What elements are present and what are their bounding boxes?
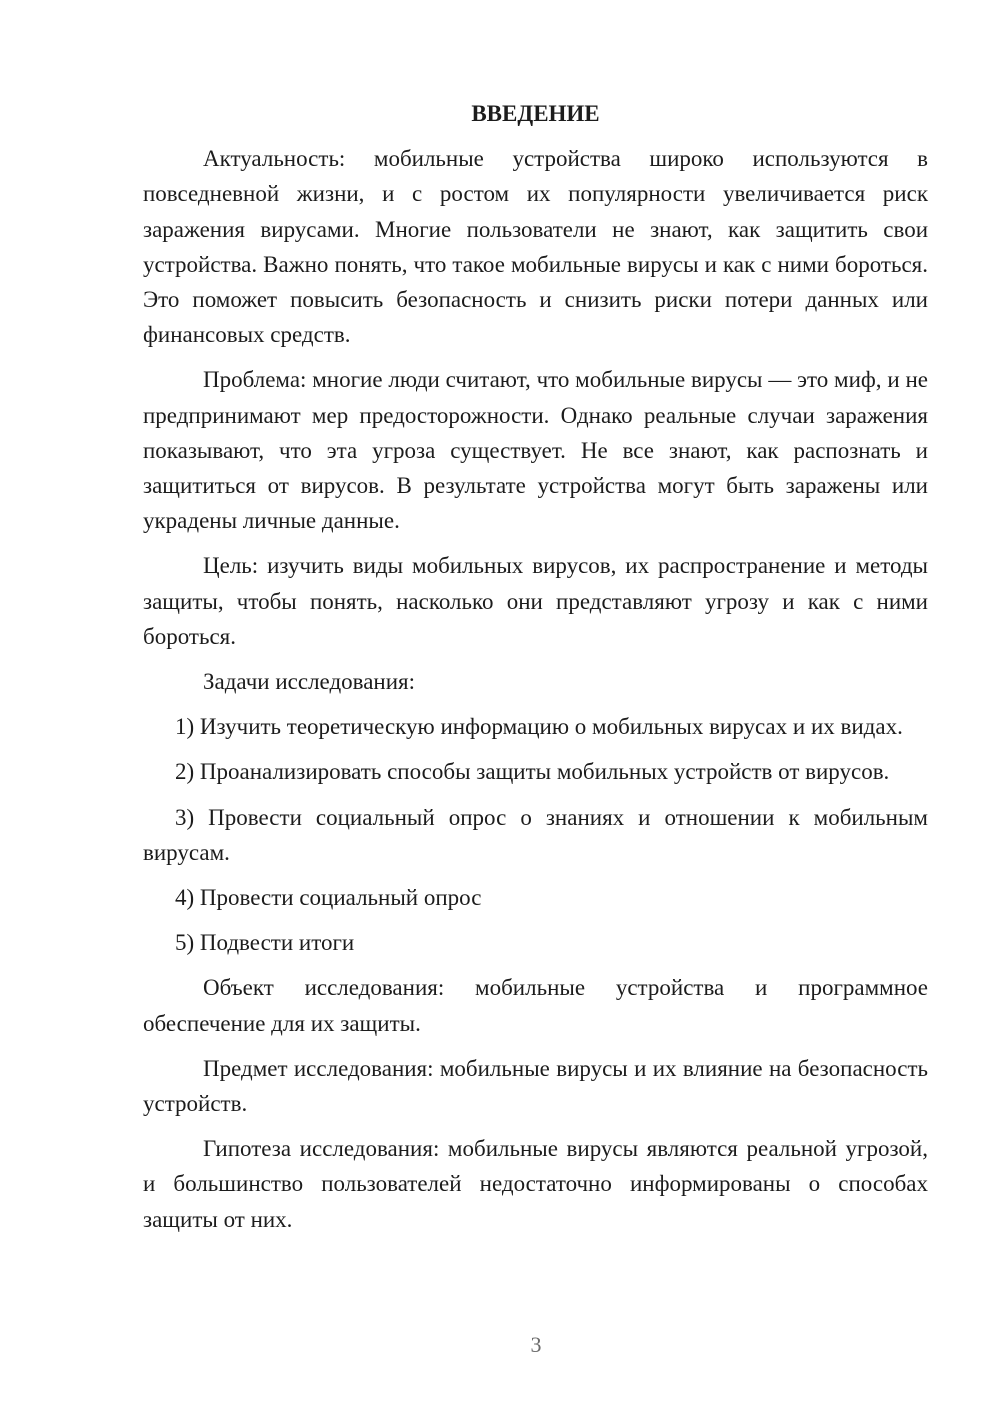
task-item: 4) Провести социальный опрос [175, 885, 482, 911]
task-item: 3) Провести социальный опрос о знаниях и отношении к мобильным вирусам. [143, 804, 928, 865]
tasks-heading: Задачи исследования: [203, 669, 416, 695]
page-number: 3 [530, 1332, 542, 1357]
document-page [143, 96, 928, 1247]
paragraph-object: Объект исследования: мобильные устройства и программное обеспечение для их защиты. [143, 975, 928, 1036]
task-item: 1) Изучить теоретическую информацию о мобильных вирусах и их видах. [175, 714, 903, 740]
paragraph-problem: Проблема: многие люди считают, что мобильные вирусы — это миф, и не предпринимают мер предосторожности. Однако реальные случаи заражения показывают, что эта угроза существует. Не все знают, как распознать и защититься от вирусов. В результате устройства могут быть заражены или украдены личные данные. [143, 367, 928, 534]
task-item: 5) Подвести итоги [175, 930, 355, 956]
paragraph-relevance: Актуальность: мобильные устройства широко используются в повседневной жизни, и с ростом их популярности увеличивается риск заражения вирусами. Многие пользователи не знают, как защитить свои устройства. Важно понять, что такое мобильные вирусы и как с ними бороться. Это поможет повысить безопасность и снизить риски потери данных или финансовых средств. [143, 146, 928, 348]
paragraph-goal: Цель: изучить виды мобильных вирусов, их распространение и методы защиты, чтобы понять, насколько они представляют угрозу и как с ними бороться. [143, 553, 928, 649]
section-heading: ВВЕДЕНИЕ [471, 101, 600, 126]
task-item: 2) Проанализировать способы защиты мобильных устройств от вирусов. [175, 759, 890, 785]
paragraph-subject: Предмет исследования: мобильные вирусы и их влияние на безопасность устройств. [143, 1055, 928, 1117]
paragraph-hypothesis: Гипотеза исследования: мобильные вирусы являются реальной угрозой, и большинство пользователей недостаточно информированы о способах защиты от них. [143, 1136, 928, 1232]
